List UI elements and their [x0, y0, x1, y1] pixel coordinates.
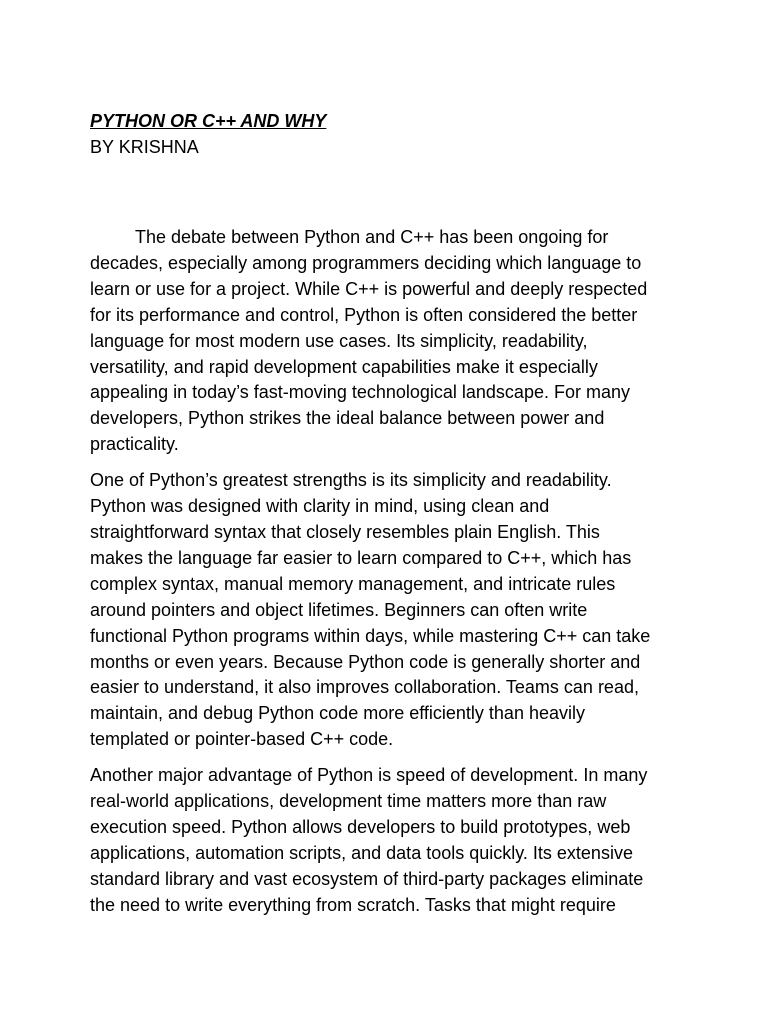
- document-author: BY KRISHNA: [90, 137, 199, 157]
- text-line: templated or pointer-based C++ code.: [90, 729, 394, 750]
- text-line: learn or use for a project. While C++ is powerful and deeply respected: [90, 278, 648, 299]
- document-body: [90, 225, 690, 919]
- text-line: versatility, and rapid development capabilities make it especially: [90, 356, 598, 377]
- text-line: straightforward syntax that closely resembles plain English. This: [90, 521, 600, 542]
- document-title: PYTHON OR C++ AND WHY: [90, 111, 327, 131]
- text-line: execution speed. Python allows developers to build prototypes, web: [90, 816, 631, 837]
- text-line: complex syntax, manual memory management, and intricate rules: [90, 573, 616, 594]
- text-line: Another major advantage of Python is speed of development. In many: [90, 765, 648, 786]
- text-line: One of Python’s greatest strengths is its simplicity and readability.: [90, 470, 612, 491]
- text-line: the need to write everything from scratch. Tasks that might require: [90, 894, 616, 915]
- text-line: easier to understand, it also improves collaboration. Teams can read,: [90, 677, 639, 698]
- text-line: maintain, and debug Python code more efficiently than heavily: [90, 703, 585, 724]
- paragraph-development-speed: [90, 763, 690, 918]
- text-line: around pointers and object lifetimes. Beginners can often write: [90, 599, 588, 620]
- document-page: [90, 108, 690, 929]
- text-line: applications, automation scripts, and data tools quickly. Its extensive: [90, 842, 633, 863]
- text-line: standard library and vast ecosystem of third-party packages eliminate: [90, 868, 644, 889]
- paragraph-intro: [90, 225, 690, 458]
- text-line: functional Python programs within days, while mastering C++ can take: [90, 625, 651, 646]
- text-line: developers, Python strikes the ideal balance between power and: [90, 408, 605, 429]
- text-line: language for most modern use cases. Its simplicity, readability,: [90, 330, 588, 351]
- text-line: appealing in today’s fast-moving technological landscape. For many: [90, 382, 630, 403]
- text-line: for its performance and control, Python is often considered the better: [90, 304, 638, 325]
- text-line: The debate between Python and C++ has been ongoing for: [135, 227, 609, 247]
- paragraph-simplicity: [90, 468, 690, 753]
- text-line: makes the language far easier to learn compared to C++, which has: [90, 547, 632, 568]
- text-line: decades, especially among programmers deciding which language to: [90, 252, 642, 273]
- text-line: practicality.: [90, 434, 179, 455]
- text-line: real-world applications, development time matters more than raw: [90, 791, 607, 812]
- text-line: Python was designed with clarity in mind, using clean and: [90, 496, 550, 517]
- text-line: months or even years. Because Python code is generally shorter and: [90, 651, 641, 672]
